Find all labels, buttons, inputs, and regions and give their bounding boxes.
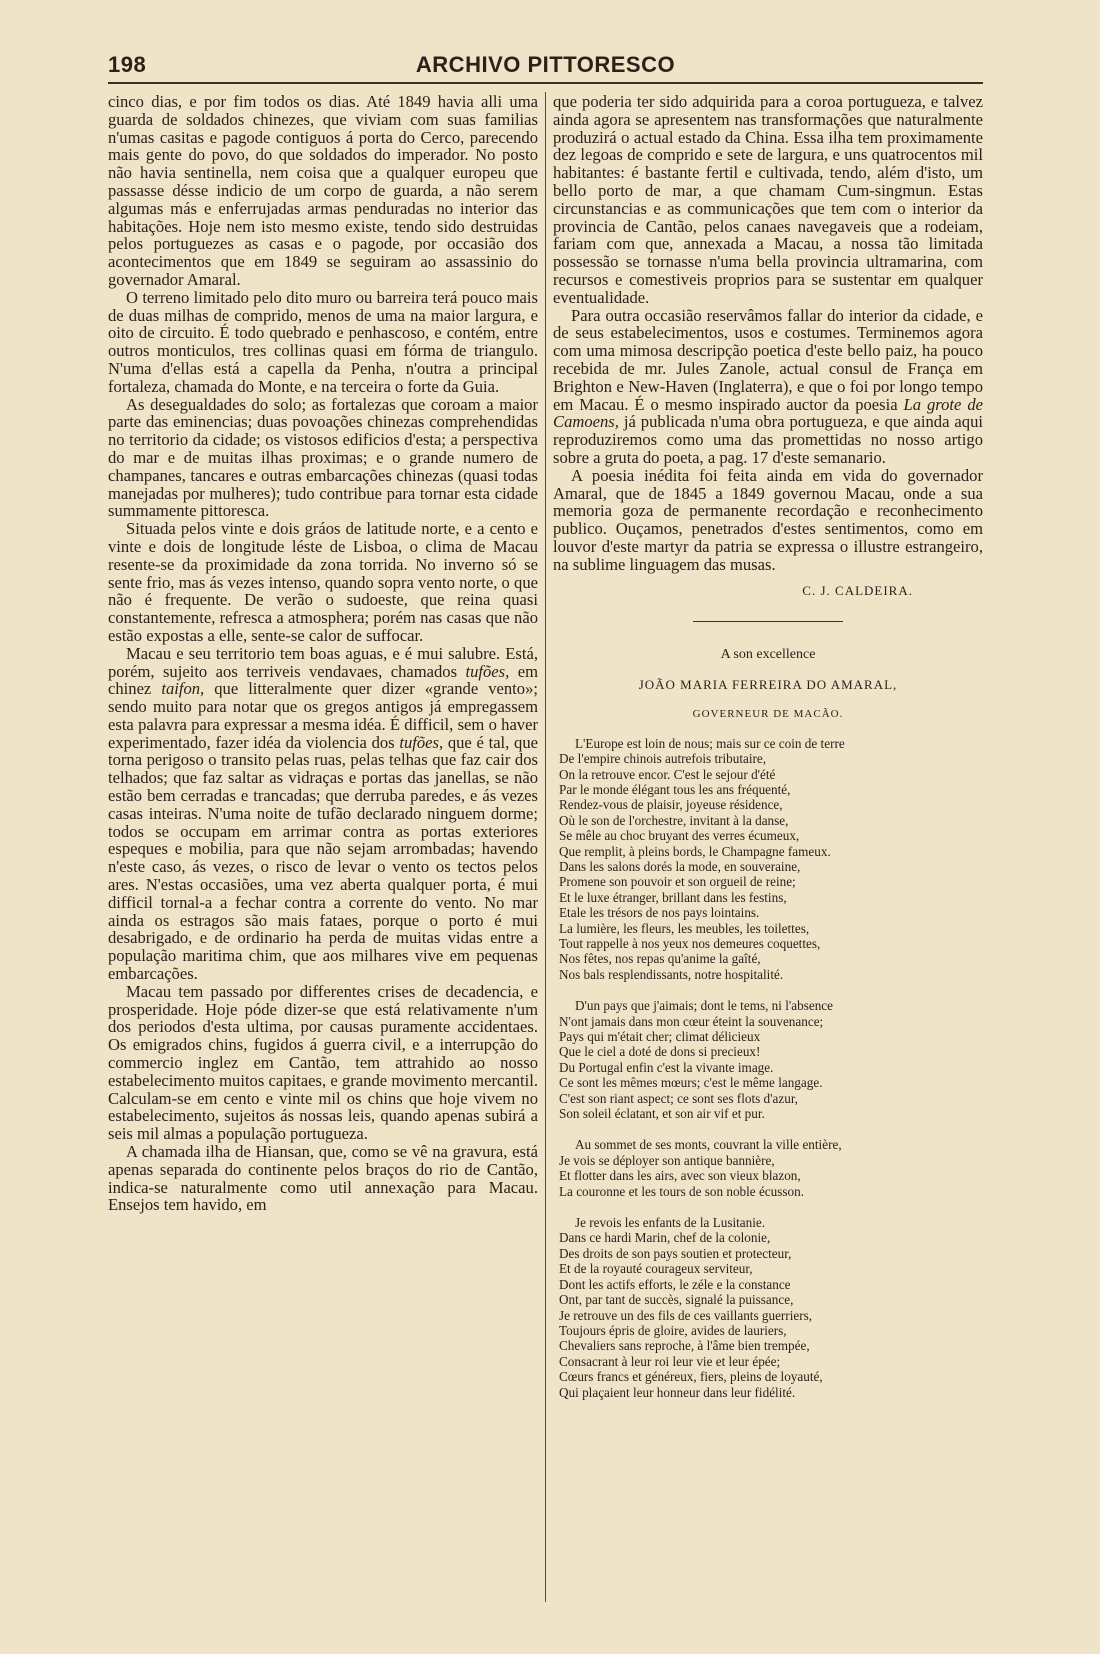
verse-line: Tout rappelle à nos yeux nos demeures coquettes, [559, 935, 821, 951]
verse-line: Ont, par tant de succès, signalé la puissance, [559, 1292, 794, 1308]
verse-line: Où le son de l'orchestre, invitant à la danse, [559, 812, 789, 828]
verse-line: Que le ciel a doté de dons si precieux! [559, 1044, 761, 1060]
verse-line: C'est son riant aspect; ce sont ses flots d'azur, [559, 1090, 798, 1106]
verse-line: Nos fêtes, nos repas qu'anime la gaîté, [559, 951, 761, 967]
section-divider [693, 621, 843, 622]
verse-line: Au sommet de ses monts, couvrant la ville entière, [575, 1137, 842, 1153]
verse-line: Nos bals resplendissants, notre hospitalité. [559, 966, 784, 982]
paragraph: Macau e seu territorio tem boas aguas, e é mui salubre. Está, porém, sujeito aos terriveis vendavaes, chamados tufões, em chinez taifon, que litteralmente quer dizer «grande vento»; sendo muito para notar que os gregos antigos já empregassem esta palavra para expressar a mesma idéa. É difficil, sem o haver experimentado, fazer idéa da violencia dos tufões, que é tal, que torna perigoso o transito pelas ruas, pelas telhas que faz cair dos telhados; que faz saltar as vidraças e portas das janellas, se não estão bem cerradas e trancadas; que derruba paredes, e ás vezes casas inteiras. N'uma noite de tufão declarado ninguem dorme; todos se occupam em arrimar contra as portas exteriores espeques e mobilia, para que não sejam arrombadas; havendo n'este caso, ás vezes, o risco de levar o vento os tectos pelos ares. N'estas occasiões, uma vez aberta qualquer porta, é mui difficil tornal-a a fechar contra a corrente do vento. No mar ainda os estragos são mais fataes, porque o porto é mui desabrigado, e de ordinario ha perda de muitas vidas entre a população maritima chim, que aos milhares vive em pequenas embarcações. [108, 643, 538, 984]
verse-line: L'Europe est loin de nous; mais sur ce coin de terre [575, 735, 845, 751]
right-column [553, 93, 983, 1416]
poem-stanza [553, 736, 983, 983]
paragraph: A chamada ilha de Hiansan, que, como se vê na gravura, está apenas separada do continente pelos braços do rio de Cantão, indica-se naturalmente como util annexação para Macau. Ensejos tem havido, em [108, 1142, 538, 1215]
verse-line: Pays qui m'était cher; climat délicieux [559, 1029, 761, 1045]
verse-line: Cœurs francs et généreux, fiers, pleins de loyauté, [559, 1369, 823, 1385]
paragraph: cinco dias, e por fim todos os dias. Até 1849 havia alli uma guarda de soldados chinezes, que viviam com suas familias n'umas casitas e pagode contiguos á porta do Cerco, parecendo mais gente do povo, do que soldados do imperador. No posto não havia sentinella, nem coisa que a qualquer europeu que passasse désse indicio de um corpo de guarda, a não serem algumas más e enferrujadas armas penduradas no interior das habitações. Hoje nem isto mesmo existe, tendo sido destruidas pelos portuguezes as casas e o pagode, por occasião dos acontecimentos que em 1849 se seguiram ao assassinio do governador Amaral. [108, 92, 538, 289]
verse-line: Je revois les enfants de la Lusitanie. [575, 1215, 766, 1231]
poem-dedicatee-title: GOVERNEUR DE MACÃO. [692, 707, 844, 720]
verse-line: Toujours épris de gloire, avides de lauriers, [559, 1322, 787, 1338]
paragraph: A poesia inédita foi feita ainda em vida do governador Amaral, que de 1845 a 1849 governou Macau, onde a sua memoria goza de permanente recordação e reconhecimento publico. Ouçamos, penetrados d'estes sentimentos, como em louvor d'este martyr da patria se expressa o illustre estrangeiro, na sublime linguagem das musas. [553, 465, 983, 574]
paragraph: Situada pelos vinte e dois gráos de latitude norte, e a cento e vinte e dois de longitude léste de Lisboa, o clima de Macau resente-se da proximidade da zona torrida. No inverno só se sente frio, mas ás vezes intenso, quando sopra vento norte, o que não é frequente. De verão o sudoeste, que reina quasi constantemente, refresca a atmosphera; porém nas casas que não estão expostas a elle, sente-se calor de suffocar. [108, 519, 538, 645]
verse-line: Des droits de son pays soutien et protecteur, [559, 1245, 792, 1261]
verse-line: N'ont jamais dans mon cœur éteint la souvenance; [559, 1013, 824, 1029]
paragraph: O terreno limitado pelo dito muro ou barreira terá pouco mais de duas milhas de comprido, menos de uma na maior largura, e oito de circuito. É todo quebrado e penhascoso, e contém, entre outros monticulos, tres collinas quasi em fórma de triangulo. N'uma d'ellas está a capella da Penha, n'outra a principal fortaleza, chamada do Monte, e na terceira o forte da Guia. [108, 287, 538, 396]
poem-stanza [553, 1137, 983, 1199]
verse-line: Et flotter dans les airs, avec son vieux blazon, [559, 1168, 801, 1184]
paragraph: Macau tem passado por differentes crises de decadencia, e prosperidade. Hoje póde dizer-se que está relativamente n'um dos periodos d'esta ultima, por causas puramente accidentaes. Os emigrados chins, fugidos á guerra civil, e a interrupção do commercio inglez em Cantão, tem attrahido ao nosso estabelecimento muitos capitaes, e grande movimento mercantil. Calculam-se em cento e vinte mil os chins que hoje vivem no estabelecimento, sujeitos ás nossas leis, quando apenas subirá a seis mil almas a população portugueza. [108, 981, 538, 1144]
author-signature: C. J. CALDEIRA. [802, 582, 913, 598]
verse-line: Etale les trésors de nos pays lointains. [559, 905, 760, 921]
verse-line: Rendez-vous de plaisir, joyeuse résidence, [559, 797, 783, 813]
poem-stanza [553, 998, 983, 1121]
verse-line: La lumière, les fleurs, les meubles, les toilettes, [559, 920, 810, 936]
journal-title: ARCHIVO PITTORESCO [415, 52, 676, 77]
verse-line: De l'empire chinois autrefois tributaire, [559, 751, 767, 767]
verse-line: Je vois se déployer son antique bannière, [559, 1152, 775, 1168]
verse-line: D'un pays que j'aimais; dont le tems, ni l'absence [575, 998, 833, 1014]
paragraph: que poderia ter sido adquirida para a coroa portugueza, e talvez ainda agora se apresentem nas transformações que naturalmente produzirá o actual estado da China. Essa ilha tem proximamente dez legoas de comprido e sete de largura, e uns quatrocentos mil habitantes: é bastante fertil e cultivada, tendo, além d'isto, um bello porto de mar, a que chamam Cum-singmun. Estas circunstancias e as communicações que tem com o interior da provincia de Cantão, pelos canaes navegaveis que a rodeiam, fariam com que, annexada a Macau, a nossa tão limitada possessão se tornasse n'uma bella provincia ultramarina, com recursos e comestiveis proprios para se sustentar em qualquer eventualidade. [553, 92, 983, 307]
verse-line: Que remplit, à pleins bords, le Champagne fameux. [559, 843, 831, 859]
verse-line: La couronne et les tours de son noble écusson. [559, 1183, 805, 1199]
verse-line: Et de la royauté courageux serviteur, [559, 1261, 753, 1277]
verse-line: Et le luxe étranger, brillant dans les festins, [559, 889, 787, 905]
poem-stanza [553, 1215, 983, 1400]
verse-line: Se mêle au choc bruyant des verres écumeux, [559, 828, 800, 844]
verse-line: Dont les actifs efforts, le zéle e la constance [559, 1276, 791, 1292]
verse-line: Par le monde élégant tous les ans fréquenté, [559, 781, 791, 797]
poem-dedicatee: JOÃO MARIA FERREIRA DO AMARAL, [638, 677, 898, 693]
paragraph: As desegualdades do solo; as fortalezas que coroam a maior parte das eminencias; duas povoações chinezas comprehendidas no territorio da cidade; os vistosos edificios d'esta; a perspectiva do mar e de muitas ilhas proximas; e o grande numero de champanes, tancares e outras embarcações chinezas (quasi todas manejadas por mulheres); tudo contribue para tornar esta cidade summamente pittoresca. [108, 394, 538, 521]
column-divider [545, 92, 546, 1602]
verse-line: Du Portugal enfin c'est la vivante image. [559, 1059, 774, 1075]
left-column [108, 93, 538, 1214]
verse-line: Chevaliers sans reproche, à l'âme bien trempée, [559, 1338, 810, 1354]
verse-line: Dans les salons dorés la mode, en souveraine, [559, 858, 801, 874]
verse-line: Son soleil éclatant, et son air vif et pur. [559, 1106, 765, 1122]
verse-line: Je retrouve un des fils de ces vaillants guerriers, [559, 1307, 813, 1323]
verse-line: Consacrant à leur roi leur vie et leur épée; [559, 1353, 781, 1369]
verse-line: Ce sont les mêmes mœurs; c'est le même langage. [559, 1075, 823, 1091]
paragraph: Para outra occasião reservâmos fallar do interior da cidade, e de seus estabelecimentos, usos e costumes. Terminemos agora com uma mimosa descripção poetica d'este bello paiz, ha pouco recebida de mr. Jules Zanole, actual consul de França em Brighton e New-Haven (Inglaterra), e que o foi por longo tempo em Macau. É o mesmo inspirado auctor da poesia La grote de Camoens, já publicada n'uma obra portugueza, e que ainda aqui reproduziremos como uma das promettidas no nosso artigo sobre a gruta do poeta, a pag. 17 d'este semanario. [553, 305, 983, 467]
page-header [108, 52, 983, 84]
verse-line: On la retrouve encor. C'est le sejour d'été [559, 766, 776, 782]
verse-line: Qui plaçaient leur honneur dans leur fidélité. [559, 1384, 796, 1400]
page-number: 198 [108, 52, 147, 77]
verse-line: Dans ce hardi Marin, chef de la colonie, [559, 1230, 771, 1246]
poem-dedication: A son excellence [720, 647, 816, 663]
verse-line: Promene son pouvoir et son orgueil de reine; [559, 874, 796, 890]
